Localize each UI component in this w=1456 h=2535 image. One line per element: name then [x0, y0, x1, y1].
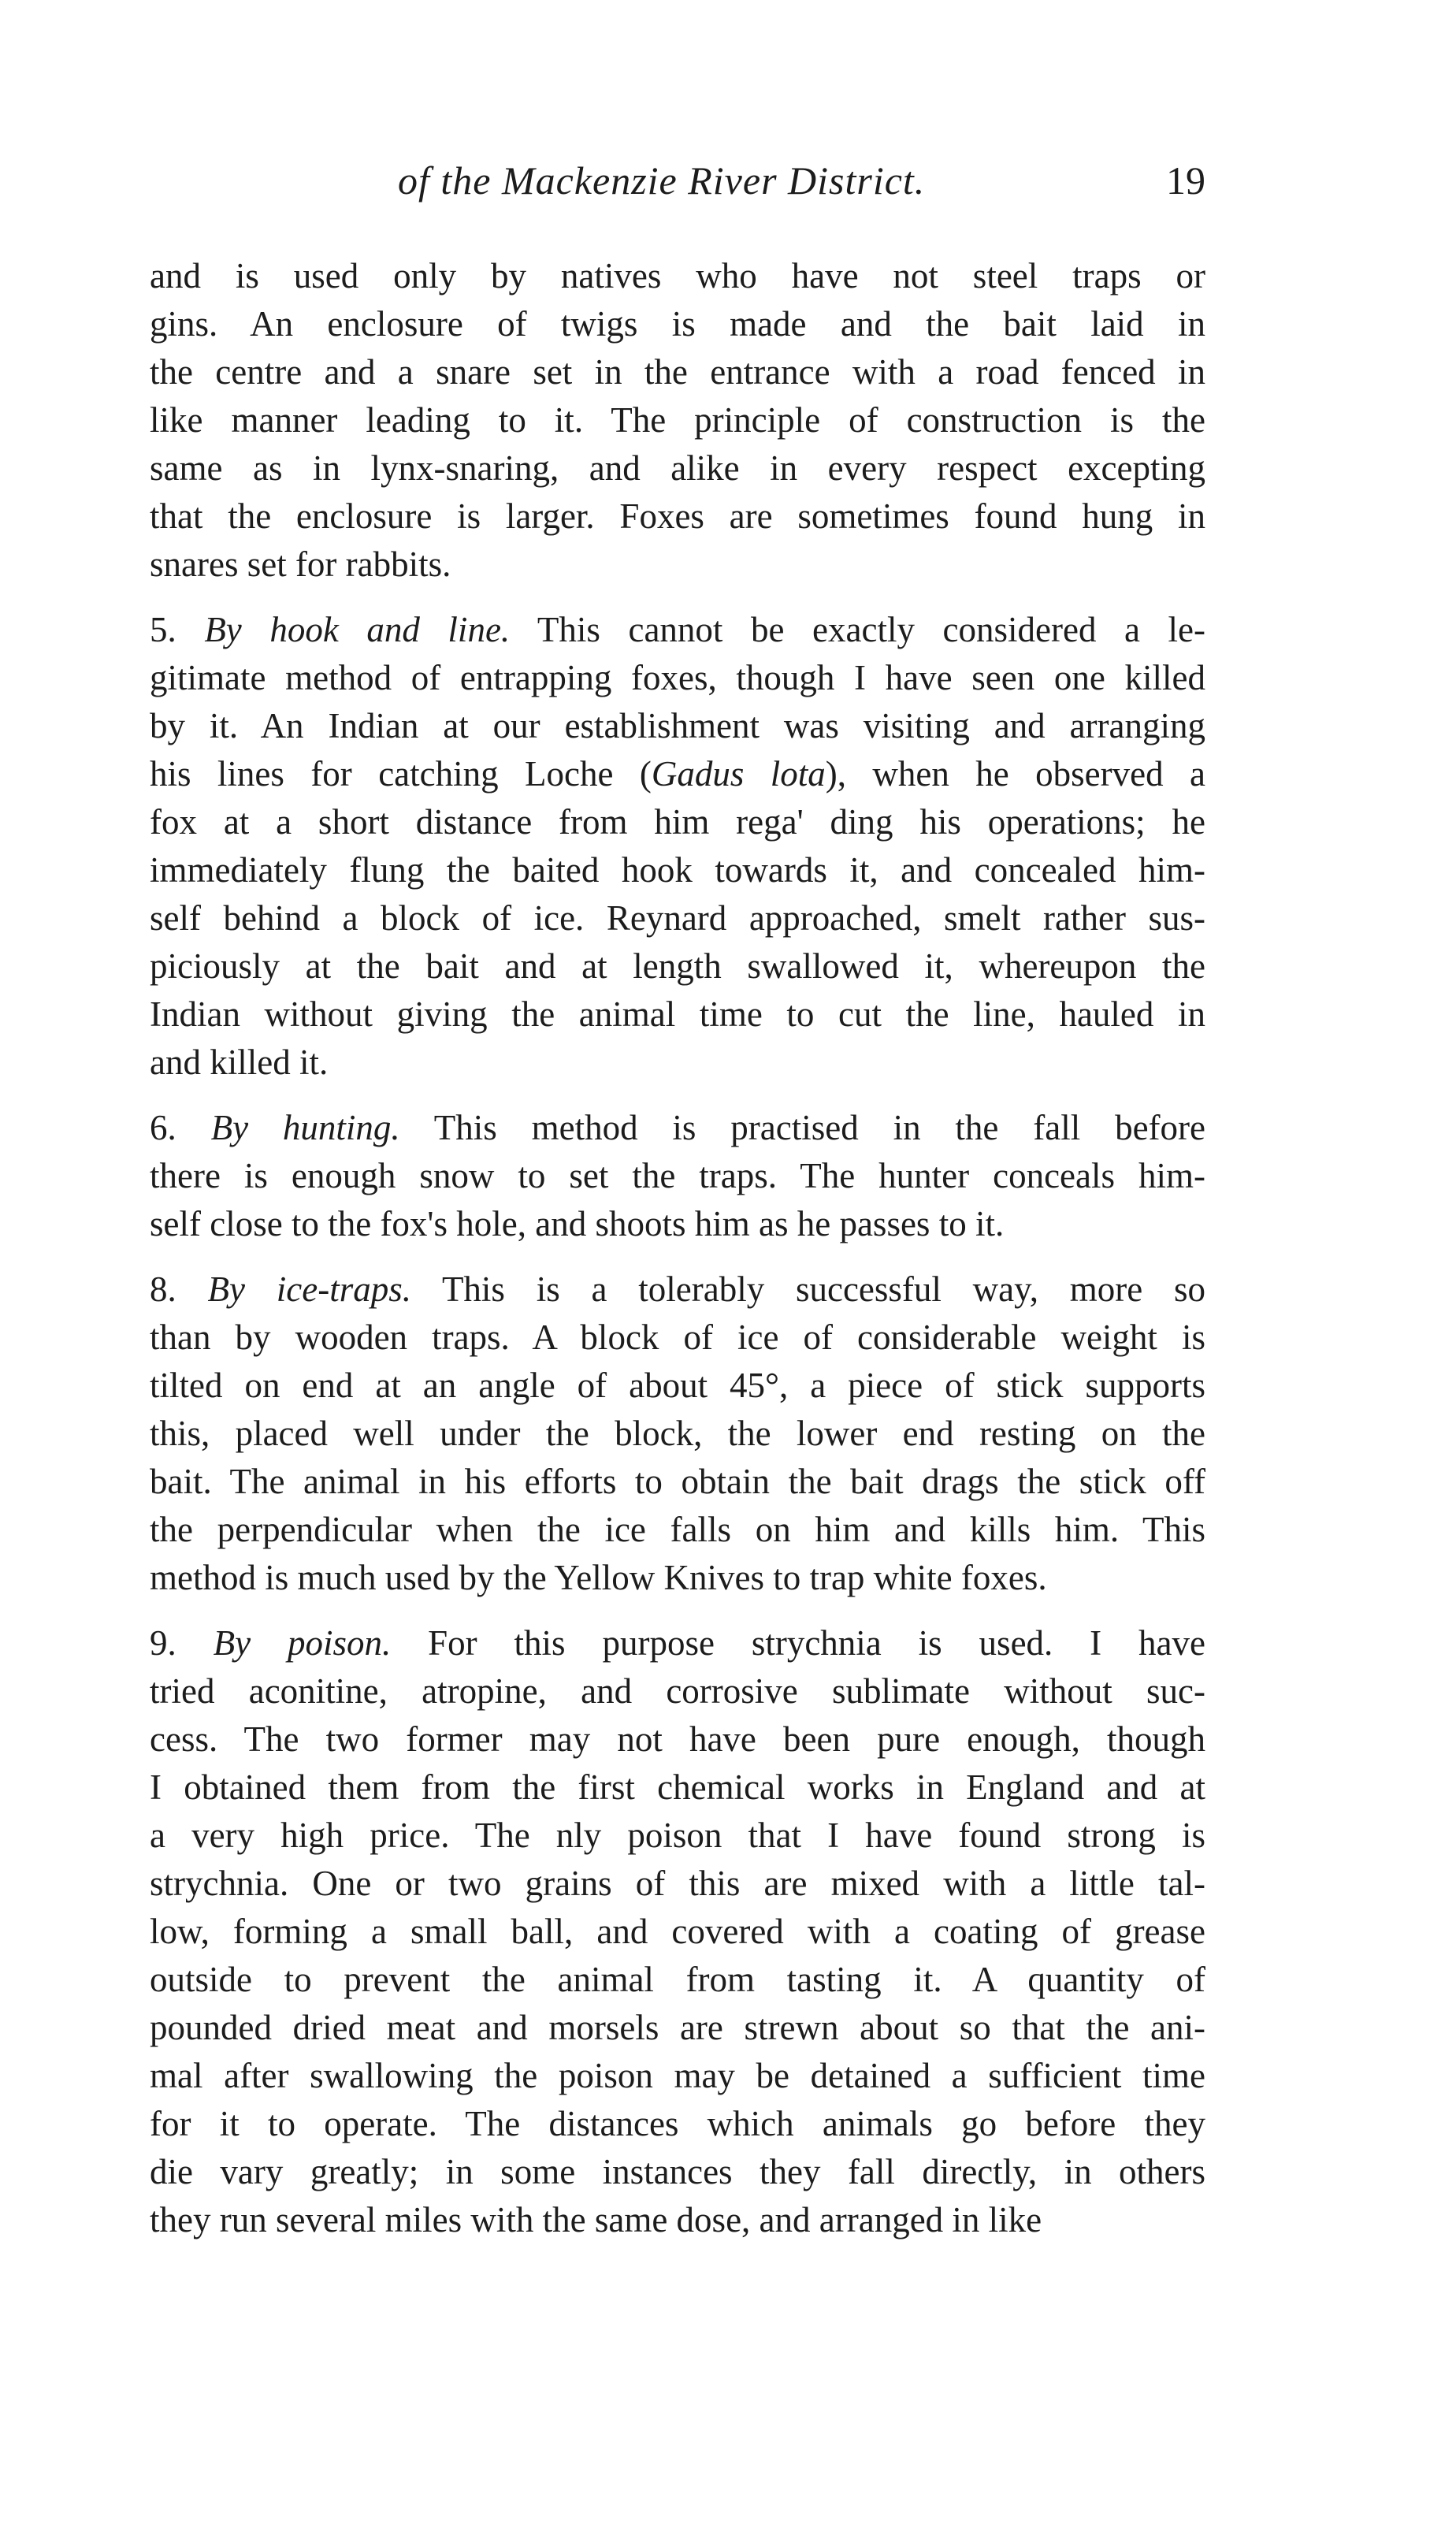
text-line [150, 702, 1205, 750]
text-line [150, 2004, 1205, 2052]
text-run: outside to prevent the animal from tasting it. A quantity of [150, 1960, 1205, 1999]
text-run: piciously at the bait and at length swallowed it, whereupon the [150, 946, 1205, 986]
text-line [150, 1152, 1205, 1200]
text-line [150, 252, 1205, 300]
text-run: die vary greatly; in some instances they fall directly, in others [150, 2152, 1205, 2191]
text-line [150, 2100, 1205, 2148]
text-line [150, 1908, 1205, 1956]
text-run: bait. The animal in his efforts to obtain the bait drags the stick off [150, 1462, 1205, 1501]
text-line [150, 1200, 1205, 1248]
text-line [150, 606, 1205, 654]
text-line [150, 2196, 1205, 2244]
italic-text: By ice-traps. [207, 1269, 411, 1309]
text-line [150, 1506, 1205, 1554]
text-line [150, 541, 1205, 589]
text-run: gins. An enclosure of twigs is made and the bait laid in [150, 304, 1205, 344]
text-line [150, 798, 1205, 846]
text-run: his lines for catching Loche ( [150, 754, 652, 794]
text-line [150, 444, 1205, 493]
text-run: the perpendicular when the ice falls on him and kills him. This [150, 1510, 1205, 1549]
paragraph [150, 1104, 1205, 1248]
text-run: 9. [150, 1623, 214, 1663]
text-line [150, 1812, 1205, 1860]
text-run: like manner leading to it. The principle of construction is the [150, 400, 1205, 440]
running-title: of the Mackenzie River District. [398, 158, 926, 203]
text-run: self behind a block of ice. Reynard approached, smelt rather sus- [150, 898, 1205, 938]
text-line [150, 1266, 1205, 1314]
text-line [150, 396, 1205, 444]
text-run: cess. The two former may not have been pure enough, though [150, 1719, 1205, 1759]
text-run: 8. [150, 1269, 208, 1309]
text-run: Indian without giving the animal time to cut the line, hauled in [150, 994, 1205, 1034]
text-run: gitimate method of entrapping foxes, though I have seen one killed [150, 658, 1205, 697]
text-run: snares set for rabbits. [150, 545, 451, 584]
text-line [150, 493, 1205, 541]
italic-text: By hook and line. [204, 610, 511, 649]
text-run: low, forming a small ball, and covered with a coating of grease [150, 1912, 1205, 1951]
text-line [150, 2148, 1205, 2196]
text-line [150, 991, 1205, 1039]
text-line [150, 1667, 1205, 1715]
text-run: This cannot be exactly considered a le- [510, 610, 1205, 649]
text-run: strychnia. One or two grains of this are mixed with a little tal- [150, 1864, 1205, 1903]
text-run: same as in lynx-snaring, and alike in every respect excepting [150, 448, 1205, 488]
text-run: method is much used by the Yellow Knives to trap white foxes. [150, 1558, 1047, 1597]
text-line [150, 1619, 1205, 1667]
text-line [150, 942, 1205, 991]
text-line [150, 300, 1205, 348]
text-line [150, 1039, 1205, 1087]
text-line [150, 1715, 1205, 1764]
paragraph [150, 606, 1205, 1087]
text-line [150, 1362, 1205, 1410]
text-run: this, placed well under the block, the lower end resting on the [150, 1414, 1205, 1453]
text-run: by it. An Indian at our establishment was visiting and arranging [150, 706, 1205, 745]
text-run: For this purpose strychnia is used. I have [391, 1623, 1205, 1663]
text-line [150, 1314, 1205, 1362]
text-run: self close to the fox's hole, and shoots him as he passes to it. [150, 1204, 1005, 1243]
paragraph [150, 1619, 1205, 2244]
text-line [150, 1410, 1205, 1458]
text-run: 5. [150, 610, 205, 649]
text-run: This method is practised in the fall before [399, 1108, 1205, 1147]
text-run: tilted on end at an angle of about 45°, a piece of stick supports [150, 1366, 1205, 1405]
text-line [150, 1860, 1205, 1908]
running-head [150, 158, 1205, 213]
text-line [150, 1104, 1205, 1152]
text-line [150, 1554, 1205, 1602]
text-run: immediately flung the baited hook towards it, and concealed him- [150, 850, 1205, 890]
paragraph [150, 1266, 1205, 1602]
text-line [150, 348, 1205, 396]
text-run: for it to operate. The distances which animals go before they [150, 2104, 1205, 2143]
text-line [150, 750, 1205, 798]
paragraph [150, 252, 1205, 589]
text-line [150, 1458, 1205, 1506]
text-run: mal after swallowing the poison may be detained a sufficient time [150, 2056, 1205, 2095]
text-line [150, 2052, 1205, 2100]
text-run: and is used only by natives who have not steel traps or [150, 256, 1205, 296]
text-run: than by wooden traps. A block of ice of considerable weight is [150, 1318, 1205, 1357]
text-run: there is enough snow to set the traps. The hunter conceals him- [150, 1156, 1205, 1195]
text-run: tried aconitine, atropine, and corrosive sublimate without suc- [150, 1671, 1205, 1711]
text-run: the centre and a snare set in the entrance with a road fenced in [150, 352, 1205, 392]
text-run: a very high price. The nly poison that I have found strong is [150, 1816, 1205, 1855]
text-run: and killed it. [150, 1043, 329, 1082]
text-line [150, 1764, 1205, 1812]
page-number: 19 [1166, 158, 1205, 203]
italic-text: Gadus lota [651, 754, 826, 794]
text-run: that the enclosure is larger. Foxes are sometimes found hung in [150, 496, 1205, 536]
text-line [150, 1956, 1205, 2004]
text-run: pounded dried meat and morsels are strewn about so that the ani- [150, 2008, 1205, 2047]
text-run: 6. [150, 1108, 211, 1147]
text-run: ), when he observed a [825, 754, 1205, 794]
text-run: fox at a short distance from him rega' ding his operations; he [150, 802, 1205, 842]
text-line [150, 894, 1205, 942]
text-run: This is a tolerably successful way, more so [410, 1269, 1206, 1309]
text-run: I obtained them from the first chemical works in England and at [150, 1767, 1205, 1807]
text-line [150, 846, 1205, 894]
italic-text: By poison. [213, 1623, 392, 1663]
italic-text: By hunting. [210, 1108, 400, 1147]
text-run: they run several miles with the same dose, and arranged in like [150, 2200, 1042, 2239]
body-text [150, 252, 1205, 2244]
text-line [150, 654, 1205, 702]
